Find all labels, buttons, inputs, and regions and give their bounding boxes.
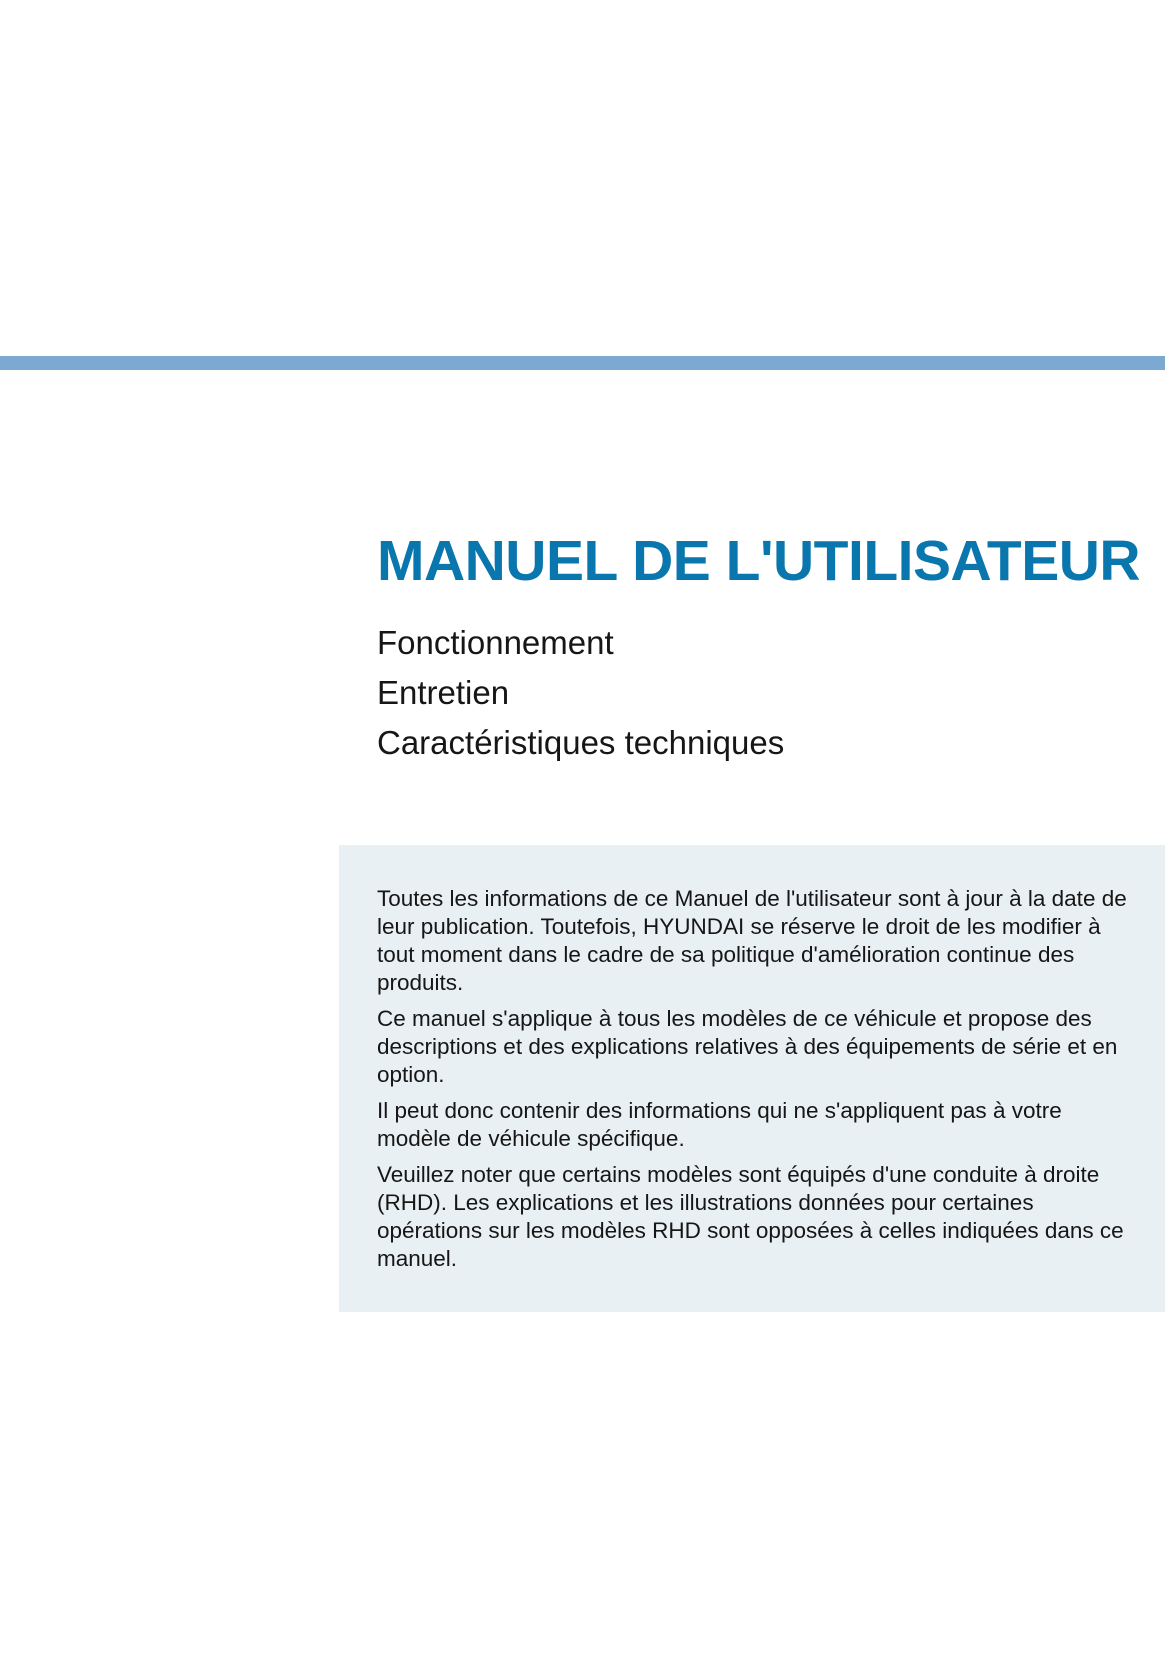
notice-box: [339, 845, 1165, 1312]
top-accent-bar: [0, 356, 1165, 370]
subtitle-maintenance: Entretien: [377, 674, 510, 711]
subtitle-specifications: Caractéristiques techniques: [377, 724, 785, 761]
notice-paragraph-3: Il peut donc contenir des informations qui ne s'appliquent pas à votre modèle de véhicule spécifique.: [377, 1098, 1062, 1151]
subtitle-operation: Fonctionnement: [377, 624, 614, 661]
notice-paragraph-4: Veuillez noter que certains modèles sont équipés d'une conduite à droite (RHD). Les explications et les illustrations données pour certaines opérations sur les modèles RHD sont opposées à celles indiquées dans ce manuel.: [377, 1162, 1124, 1271]
subtitle-list: [377, 618, 784, 768]
notice-paragraph-1: Toutes les informations de ce Manuel de l'utilisateur sont à jour à la date de leur publication. Toutefois, HYUNDAI se réserve le droit de les modifier à tout moment dans le cadre de sa politique d'amélioration continue des produits.: [377, 886, 1127, 995]
page-title: MANUEL DE L'UTILISATEUR: [377, 529, 1141, 593]
notice-paragraph-2: Ce manuel s'applique à tous les modèles de ce véhicule et propose des descriptions et des explications relatives à des équipements de série et en option.: [377, 1006, 1118, 1087]
